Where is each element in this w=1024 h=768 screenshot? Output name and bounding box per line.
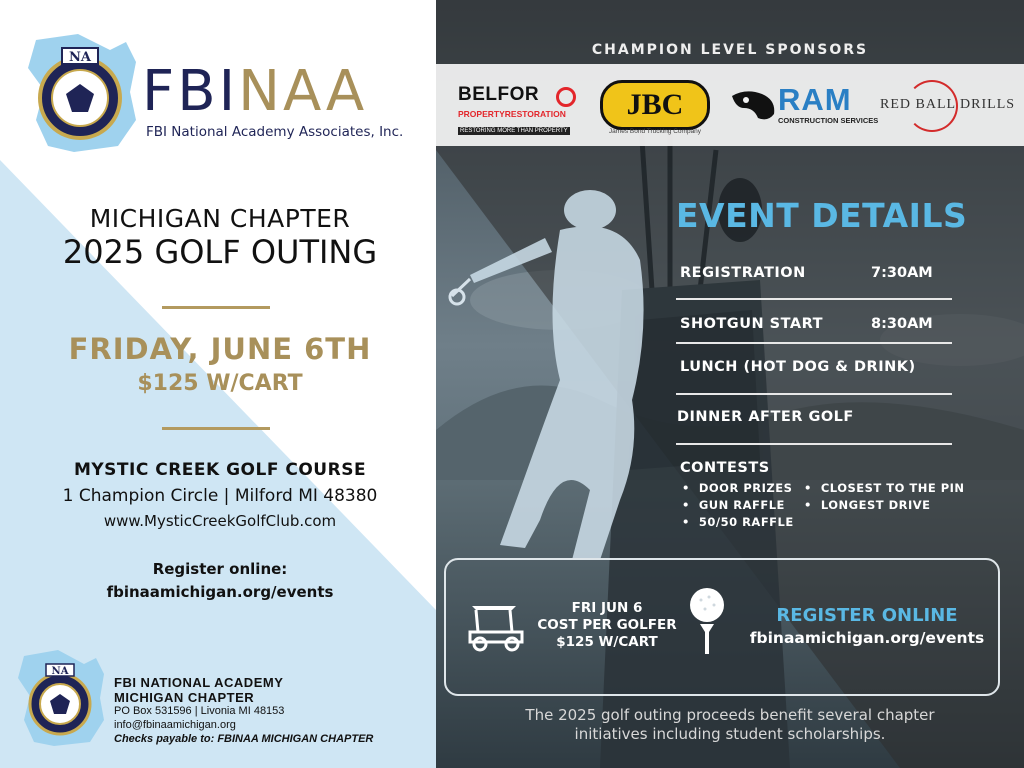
benefit-line2: initiatives including student scholarships. bbox=[574, 725, 886, 743]
schedule-label: SHOTGUN START bbox=[680, 316, 823, 332]
contest-item: • DOOR PRIZES bbox=[682, 481, 793, 495]
golf-ball-on-tee-icon bbox=[688, 586, 726, 656]
org-subtitle: FBI National Academy Associates, Inc. bbox=[146, 124, 404, 140]
gold-divider bbox=[162, 427, 270, 430]
register-online-title: REGISTER ONLINE bbox=[776, 605, 958, 626]
box-price: $125 W/CART bbox=[556, 634, 658, 650]
contest-item-label: DOOR PRIZES bbox=[698, 481, 793, 495]
schedule-label: DINNER AFTER GOLF bbox=[677, 409, 854, 425]
box-date: FRI JUN 6 bbox=[571, 600, 643, 616]
schedule-divider bbox=[676, 393, 952, 395]
benefit-line1: The 2025 golf outing proceeds benefit several chapter bbox=[525, 706, 935, 724]
belfor-line2: PROPERTYRESTORATION bbox=[458, 109, 566, 119]
seal-lettering: NA bbox=[69, 50, 91, 65]
org-name-part2: NAA bbox=[238, 59, 368, 124]
ram-head-icon bbox=[728, 86, 778, 126]
event-title: 2025 GOLF OUTING bbox=[62, 233, 378, 271]
footer-checks-payable: Checks payable to: FBINAA MICHIGAN CHAPTER bbox=[114, 733, 374, 745]
golf-cart-icon bbox=[466, 602, 526, 654]
venue-website: www.MysticCreekGolfClub.com bbox=[103, 512, 337, 530]
ram-name: RAM bbox=[778, 82, 852, 117]
box-cost-label: COST PER GOLFER bbox=[537, 617, 677, 633]
belfor-logo bbox=[458, 84, 576, 137]
contests-title: CONTESTS bbox=[680, 460, 770, 476]
footer-org-line2: MICHIGAN CHAPTER bbox=[114, 690, 255, 705]
belfor-ring-icon bbox=[556, 87, 576, 107]
schedule-label: REGISTRATION bbox=[680, 265, 806, 281]
seal-lettering: NA bbox=[51, 666, 69, 677]
michigan-map-small-icon bbox=[10, 646, 110, 750]
ram-caption: CONSTRUCTION SERVICES bbox=[778, 116, 879, 125]
contest-item: • LONGEST DRIVE bbox=[804, 498, 931, 512]
register-label: Register online: bbox=[152, 560, 288, 578]
contest-item: • GUN RAFFLE bbox=[682, 498, 785, 512]
event-price: $125 W/CART bbox=[137, 371, 303, 396]
schedule-divider bbox=[676, 443, 952, 445]
footer-address: PO Box 531596 | Livonia MI 48153 bbox=[114, 705, 285, 717]
schedule-time: 8:30AM bbox=[871, 316, 933, 332]
schedule-label: LUNCH (HOT DOG & DRINK) bbox=[680, 359, 916, 375]
register-url: fbinaamichigan.org/events bbox=[106, 583, 334, 601]
contest-item: • CLOSEST TO THE PIN bbox=[804, 481, 965, 495]
contest-item: • 50/50 RAFFLE bbox=[682, 515, 794, 529]
org-logo-wordmark bbox=[142, 60, 367, 124]
red-ball-drills-name: RED BALL DRILLS bbox=[880, 97, 1016, 112]
venue-address: 1 Champion Circle | Milford MI 48380 bbox=[62, 486, 378, 506]
register-online-url: fbinaamichigan.org/events bbox=[749, 629, 985, 647]
schedule-time: 7:30AM bbox=[871, 265, 933, 281]
venue-name: MYSTIC CREEK GOLF COURSE bbox=[73, 460, 367, 480]
org-name-part1: FBI bbox=[142, 59, 239, 124]
belfor-name: BELFOR bbox=[458, 84, 540, 105]
footer-org-line1: FBI NATIONAL ACADEMY bbox=[114, 675, 284, 690]
contest-item-label: 50/50 RAFFLE bbox=[698, 515, 794, 529]
footer-email: info@fbinaamichigan.org bbox=[114, 719, 236, 731]
schedule-divider bbox=[676, 298, 952, 300]
schedule-divider bbox=[676, 342, 952, 344]
contest-item-label: CLOSEST TO THE PIN bbox=[820, 481, 965, 495]
jbc-caption: James Bond Trucking Company bbox=[608, 128, 702, 135]
jbc-name: JBC bbox=[626, 88, 684, 121]
contest-item-label: LONGEST DRIVE bbox=[820, 498, 931, 512]
belfor-tagline: RESTORING MORE THAN PROPERTY bbox=[460, 128, 568, 134]
gold-divider bbox=[162, 306, 270, 309]
event-details-title: EVENT DETAILS bbox=[676, 196, 968, 235]
contest-item-label: GUN RAFFLE bbox=[698, 498, 785, 512]
jbc-logo bbox=[600, 80, 710, 130]
event-date: FRIDAY, JUNE 6TH bbox=[68, 332, 372, 366]
michigan-map-icon bbox=[18, 28, 143, 156]
chapter-heading: MICHIGAN CHAPTER bbox=[89, 204, 351, 233]
sponsors-title: CHAMPION LEVEL SPONSORS bbox=[591, 42, 869, 58]
